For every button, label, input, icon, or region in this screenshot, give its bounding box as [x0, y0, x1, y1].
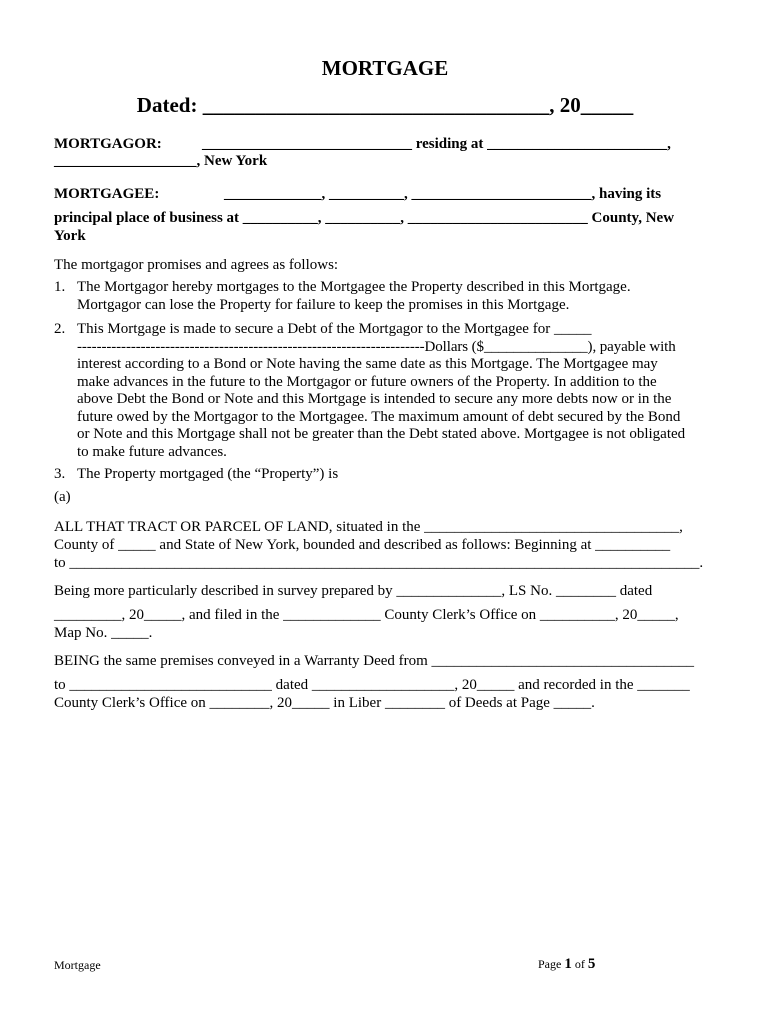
footer-doc-name: Mortgage: [54, 958, 101, 972]
mortgagor-label: MORTGAGOR:: [54, 136, 162, 152]
clause-2-text: interest according to a Bond or Note having the same date as this Mortgage. The Mortgagee may make advances in the future to the Mortgagor or future owners of the Property. In addition to the above Debt the Bond or Note and this Mortgage is intended to secure any more debts now or in the future owed by the Mortgagor to the Mortgagee. The maximum amount of debt secured by the Bond or Note and this Mortgage shall not be greater than the Debt stated above. Mortgagee is not obligated to make future advances.: [77, 356, 686, 460]
mortgagee-line-2: principal place of business at __________, __________, ________________________ County, New: [54, 210, 675, 226]
mortgagee-label: MORTGAGEE:: [54, 186, 160, 202]
clause-1-number: 1.: [54, 279, 66, 295]
mortgagee-line-1: _____________, __________, ________________________, having its: [224, 186, 662, 202]
mortgagor-line-2: ___________________, New York: [54, 153, 268, 169]
mortgagor-line-1: ____________________________ residing at ________________________,: [202, 136, 671, 152]
survey-line-3: Map No. _____.: [54, 625, 153, 641]
clause-3-text: The Property mortgaged (the “Property”) is: [77, 466, 339, 482]
intro-text: The mortgagor promises and agrees as follows:: [54, 257, 339, 273]
parcel-line-3: to ____________________________________________________________________________________.: [54, 555, 704, 571]
clause-2-line-1: This Mortgage is made to secure a Debt of the Mortgagor to the Mortgagee for _____: [77, 321, 592, 337]
subclause-a: (a): [54, 489, 71, 505]
footer-total-pages: 5: [587, 956, 596, 972]
deed-line-3: County Clerk’s Office on ________, 20_____ in Liber ________ of Deeds at Page _____.: [54, 695, 595, 711]
mortgagee-line-3: York: [54, 228, 86, 244]
clause-2-number: 2.: [54, 321, 66, 337]
clause-1-text: The Mortgagor hereby mortgages to the Mortgagee the Property described in this Mortgage. Mortgagor can lose the Property for failure to keep the promises in this Mortgage.: [77, 279, 631, 313]
parcel-line-1: ALL THAT TRACT OR PARCEL OF LAND, situated in the __________________________________,: [54, 519, 683, 535]
deed-line-1: BEING the same premises conveyed in a Warranty Deed from ___________________________________: [54, 653, 695, 669]
document-title: MORTGAGE: [321, 56, 449, 80]
footer-page-number: [538, 956, 595, 973]
survey-line-2: _________, 20_____, and filed in the _____________ County Clerk’s Office on __________, 20_____,: [54, 607, 679, 623]
survey-line-1: Being more particularly described in survey prepared by ______________, LS No. ________ dated: [54, 583, 653, 599]
dated-line: Dated: _________________________________, 20_____: [136, 93, 634, 117]
parcel-line-2: County of _____ and State of New York, bounded and described as follows: Beginning at __________: [54, 537, 671, 553]
deed-line-2: to ___________________________ dated ___________________, 20_____ and recorded in the _______: [54, 677, 690, 693]
footer-of-word: of: [574, 957, 585, 971]
clause-3-number: 3.: [54, 466, 66, 482]
clause-2-line-2: -----------------------------------------------------------------------Dollars ($______________), payable with: [77, 338, 676, 355]
footer-current-page: 1: [564, 956, 572, 972]
footer-page-word: Page: [538, 957, 562, 971]
